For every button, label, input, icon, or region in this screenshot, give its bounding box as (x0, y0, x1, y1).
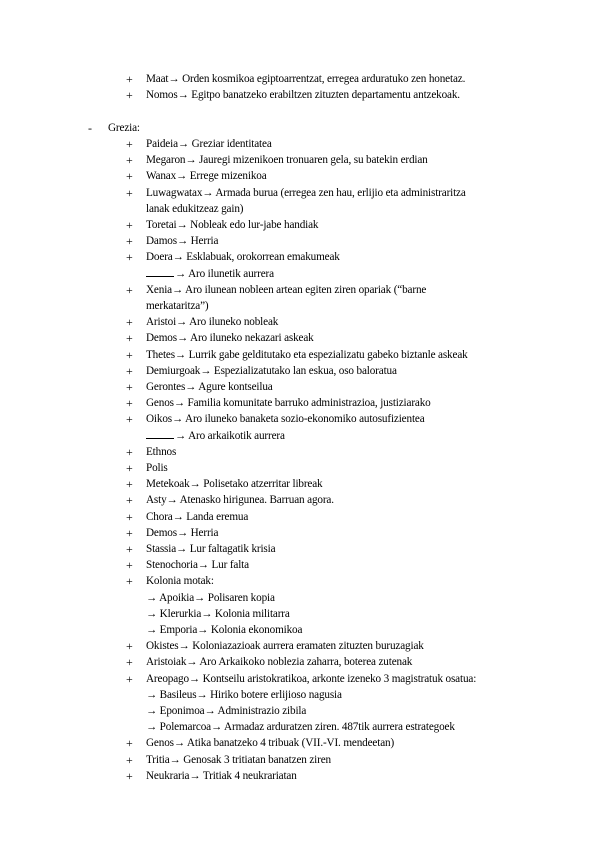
list-item: Chora→ Landa eremua (146, 511, 249, 523)
blank-underline (146, 267, 174, 277)
list-item: Doera→ Esklabuak, orokorrean emakumeak (146, 251, 340, 263)
list-item-text: → Aro ilunetik aurrera (175, 268, 274, 280)
list-item: Toretai→ Nobleak edo lur-jabe handiak (146, 219, 319, 231)
list-bullet: + (126, 234, 133, 248)
list-bullet: + (126, 736, 133, 750)
list-item: Wanax→ Errege mizenikoa (146, 170, 267, 182)
list-bullet: + (126, 396, 133, 410)
list-bullet: + (126, 348, 133, 362)
list-item-continuation: lanak edukitzeaz gain) (146, 203, 244, 215)
list-bullet: + (126, 753, 133, 767)
list-bullet: + (126, 364, 133, 378)
list-bullet: + (126, 769, 133, 783)
list-item: Luwagwatax→ Armada burua (erregea zen hau, erlijio eta administraritza (146, 187, 466, 199)
list-item-continuation (146, 428, 285, 444)
list-item-continuation: → Apoikia→ Polisaren kopia (146, 592, 275, 604)
list-bullet: + (126, 315, 133, 329)
list-item: Areopago→ Kontseilu aristokratikoa, arkonte izeneko 3 magistratuk osatua: (146, 673, 477, 685)
list-bullet: + (126, 445, 133, 459)
list-item-continuation: merkataritza”) (146, 300, 209, 312)
list-item: Maat→ Orden kosmikoa egiptoarrentzat, erregea arduratuko zen honetaz. (146, 73, 466, 85)
list-item: Demos→ Aro iluneko nekazari askeak (146, 332, 314, 344)
list-item-continuation (146, 266, 274, 282)
list-bullet: + (126, 672, 133, 686)
list-item: Genos→ Atika banatzeko 4 tribuak (VII.-VI. mendeetan) (146, 737, 395, 749)
list-item: Xenia→ Aro ilunean nobleen artean egiten ziren opariak (“barne (146, 284, 427, 296)
list-item: Genos→ Familia komunitate barruko administrazioa, justiziarako (146, 397, 431, 409)
list-item-continuation: → Basileus→ Hiriko botere erlijioso nagusia (146, 689, 342, 701)
list-bullet: + (126, 558, 133, 572)
list-item: Demiurgoak→ Espezializatutako lan eskua, oso baloratua (146, 365, 397, 377)
list-bullet: + (126, 510, 133, 524)
list-item: Demos→ Herria (146, 527, 219, 539)
list-bullet: + (126, 72, 133, 86)
list-bullet: + (126, 542, 133, 556)
list-bullet: + (126, 493, 133, 507)
list-item: Metekoak→ Polisetako atzerritar libreak (146, 478, 323, 490)
list-bullet: + (126, 88, 133, 102)
list-bullet: + (126, 331, 133, 345)
list-bullet: + (126, 639, 133, 653)
list-bullet: + (126, 250, 133, 264)
list-bullet: + (126, 412, 133, 426)
list-item: Aristoiak→ Aro Arkaikoko noblezia zaharra, boterea zutenak (146, 656, 413, 668)
list-bullet: + (126, 526, 133, 540)
section-title: Grezia: (108, 122, 140, 134)
blank-underline (146, 429, 174, 439)
list-item: Nomos→ Egitpo banatzeko erabiltzen zituzten departamentu antzekoak. (146, 89, 460, 101)
list-item: Ethnos (146, 446, 177, 458)
list-item-continuation: → Polemarcoa→ Armadaz arduratzen ziren. 487tik aurrera estrategoek (146, 721, 455, 733)
list-bullet: + (126, 461, 133, 475)
list-item: Tritia→ Genosak 3 tritiatan banatzen ziren (146, 754, 331, 766)
list-item: Damos→ Herria (146, 235, 219, 247)
list-item: Aristoi→ Aro iluneko nobleak (146, 316, 279, 328)
list-bullet: + (126, 655, 133, 669)
list-bullet: + (126, 574, 133, 588)
list-bullet: + (126, 169, 133, 183)
list-item: Paideia→ Greziar identitatea (146, 138, 272, 150)
list-item: Oikos→ Aro iluneko banaketa sozio-ekonomiko autosufizientea (146, 413, 425, 425)
list-item: Polis (146, 462, 168, 474)
list-item: Stenochoria→ Lur falta (146, 559, 249, 571)
list-bullet: + (126, 283, 133, 297)
list-item: Thetes→ Lurrik gabe gelditutako eta espezializatu gabeko biztanle askeak (146, 349, 468, 361)
list-bullet: + (126, 137, 133, 151)
list-item: Asty→ Atenasko hirigunea. Barruan agora. (146, 494, 334, 506)
list-item: Gerontes→ Agure kontseilua (146, 381, 273, 393)
list-item-continuation: → Eponimoa→ Administrazio zibila (146, 705, 307, 717)
list-bullet: + (126, 153, 133, 167)
list-item-text: → Aro arkaikotik aurrera (175, 430, 285, 442)
list-item: Megaron→ Jauregi mizenikoen tronuaren gela, su batekin erdian (146, 154, 428, 166)
list-item-continuation: → Klerurkia→ Kolonia militarra (146, 608, 290, 620)
list-item: Stassia→ Lur faltagatik krisia (146, 543, 276, 555)
list-bullet: + (126, 218, 133, 232)
list-bullet: + (126, 477, 133, 491)
list-bullet: + (126, 186, 133, 200)
list-item: Neukraria→ Tritiak 4 neukrariatan (146, 770, 297, 782)
list-bullet: + (126, 380, 133, 394)
list-item: Okistes→ Koloniazazioak aurrera eramaten zituzten buruzagiak (146, 640, 424, 652)
list-item: Kolonia motak: (146, 575, 214, 587)
section-dash: - (88, 121, 92, 135)
list-item-continuation: → Emporia→ Kolonia ekonomikoa (146, 624, 303, 636)
